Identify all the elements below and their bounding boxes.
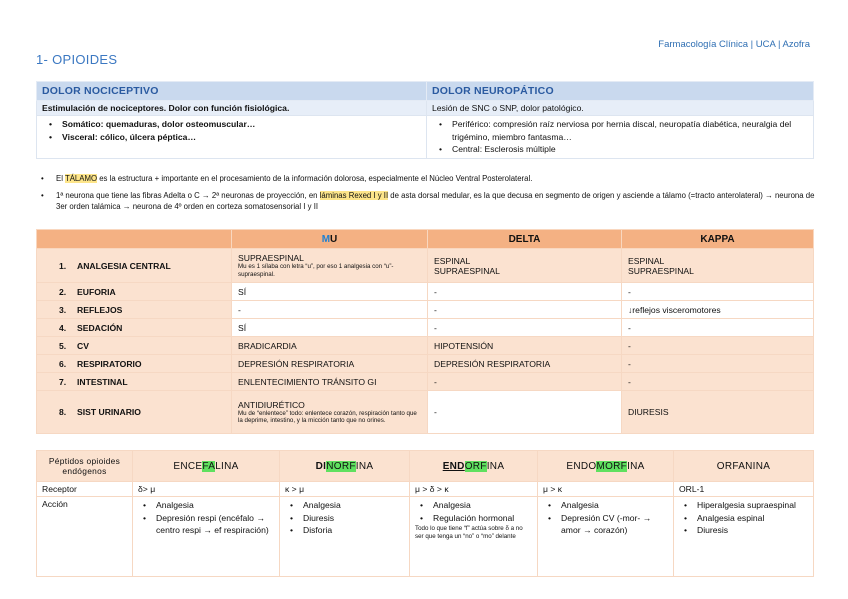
action-label: Acción	[37, 497, 133, 577]
row-label: 8. SIST URINARIO	[37, 391, 232, 434]
receptor-cell: κ > μ	[280, 482, 410, 497]
list-item: • Disforia	[303, 524, 404, 537]
kappa-cell: -	[622, 337, 814, 355]
peptides-corner: Péptidos opioides endógenos	[37, 451, 133, 482]
kappa-cell: DIURESIS	[622, 391, 814, 434]
list-item: • Diuresis	[697, 524, 808, 537]
highlight-rexed: láminas Rexed I y II	[319, 191, 389, 200]
endomorphin-heading: ENDOMORFINA	[538, 451, 674, 482]
action-cell	[674, 497, 814, 577]
mu-cell: DEPRESIÓN RESPIRATORIA	[232, 355, 428, 373]
list-item: • Analgesia	[433, 499, 532, 512]
receptor-cell: ORL-1	[674, 482, 814, 497]
mu-heading	[232, 230, 428, 249]
list-item: • Periférico: compresión raíz nerviosa por hernia discal, neuropatía diabética, neuralgia del trigémino, miembro fantasma…	[452, 118, 808, 143]
endorphin-heading: ENDORFINA	[410, 451, 538, 482]
list-item: • Analgesia	[156, 499, 274, 512]
kappa-cell: -	[622, 373, 814, 391]
receptor-cell: μ > κ	[538, 482, 674, 497]
kappa-cell: -	[622, 319, 814, 337]
note-text: El	[56, 174, 65, 183]
list-item: • Analgesia	[561, 499, 668, 512]
orphanin-heading: ORFANINA	[674, 451, 814, 482]
delta-cell: HIPOTENSIÓN	[428, 337, 622, 355]
delta-cell: ESPINAL SUPRAESPINAL	[428, 249, 622, 283]
action-cell	[538, 497, 674, 577]
list-item: • Hiperalgesia supraespinal	[697, 499, 808, 512]
list-item: • Somático: quemaduras, dolor osteomuscular…	[62, 118, 421, 131]
list-item: • Analgesia	[303, 499, 404, 512]
receptor-label: Receptor	[37, 482, 133, 497]
mu-heading-rest: U	[330, 233, 338, 245]
nociceptive-definition: Estimulación de nociceptores. Dolor con función fisiológica.	[37, 101, 427, 116]
kappa-cell: ↓reflejos visceromotores	[622, 301, 814, 319]
mu-cell: SÍ	[232, 283, 428, 301]
page-title: 1- OPIOIDES	[36, 52, 118, 67]
pain-types-table	[36, 81, 814, 159]
nociceptive-types	[37, 116, 427, 159]
endorphin-note: Todo lo que tiene “f” actúa sobre δ a no ser que tenga un “no” o “mo” delante	[415, 525, 523, 540]
mu-cell: ANTIDIURÉTICO Mu de “enlentece” todo: enlentece corazón, respiración tanto que la deprime, intestino, y la micción tanto que no orines.	[232, 391, 428, 434]
corner-cell	[37, 230, 232, 249]
mu-cell: SUPRAESPINAL Mu es 1 sílaba con letra “u”, por eso 1 analgesia con “u”- supraespinal.	[232, 249, 428, 283]
mu-heading-m: M	[321, 233, 331, 245]
list-item: • Depresión CV (-mor- → amor → corazón)	[561, 512, 668, 537]
row-label: 6. RESPIRATORIO	[37, 355, 232, 373]
delta-cell: -	[428, 301, 622, 319]
neuropathic-heading: DOLOR NEUROPÁTICO	[427, 82, 814, 101]
row-label: 2. EUFORIA	[37, 283, 232, 301]
list-item: • Diuresis	[303, 512, 404, 525]
delta-cell: DEPRESIÓN RESPIRATORIA	[428, 355, 622, 373]
nociceptive-heading: DOLOR NOCICEPTIVO	[37, 82, 427, 101]
list-item: • Visceral: cólico, úlcera péptica…	[62, 131, 421, 144]
row-label: 7. INTESTINAL	[37, 373, 232, 391]
row-label: 3. REFLEJOS	[37, 301, 232, 319]
kappa-cell: -	[622, 283, 814, 301]
dynorphin-heading: DINORFINA	[280, 451, 410, 482]
list-item: • Analgesia espinal	[697, 512, 808, 525]
list-item: • Central: Esclerosis múltiple	[452, 143, 808, 156]
mu-cell: ENLENTECIMIENTO TRÁNSITO GI	[232, 373, 428, 391]
receptor-cell: μ > δ > κ	[410, 482, 538, 497]
header-course: Farmacología Clínica | UCA | Azofra	[658, 39, 810, 50]
delta-cell: -	[428, 373, 622, 391]
highlight-thalamus: TÁLAMO	[64, 174, 98, 183]
mu-cell: -	[232, 301, 428, 319]
notes-list	[36, 173, 816, 218]
enkephalin-heading: ENCEFALINA	[133, 451, 280, 482]
list-item: • Depresión respi (encéfalo → centro respi → ef respiración)	[156, 512, 274, 537]
kappa-cell: -	[622, 355, 814, 373]
mu-cell: SÍ	[232, 319, 428, 337]
action-cell	[133, 497, 280, 577]
delta-cell: -	[428, 283, 622, 301]
note-text: 1ª neurona que tiene las fibras Adelta o C → 2ª neuronas de proyección, en	[56, 191, 320, 200]
receptor-cell: δ> μ	[133, 482, 280, 497]
row-label: 5. CV	[37, 337, 232, 355]
delta-cell: -	[428, 391, 622, 434]
note-thalamus	[36, 173, 816, 184]
note-text: de asta dorsal medular, es la que decusa en segmento de origen y asciende a tálamo (=tracto anterolateral) → neurona de 3er orden talámica → neurona de 4º orden en corteza somatosensorial I y II	[56, 191, 815, 211]
note-text: es la estructura + importante en el procesamiento de la información dolorosa, especialmente el Núcleo Ventral Posterolateral.	[97, 174, 533, 183]
action-cell	[410, 497, 538, 577]
delta-heading: DELTA	[428, 230, 622, 249]
neuropathic-types	[427, 116, 814, 159]
row-label: 4. SEDACIÓN	[37, 319, 232, 337]
action-cell	[280, 497, 410, 577]
neuropathic-definition: Lesión de SNC o SNP, dolor patológico.	[427, 101, 814, 116]
row-label: 1. ANALGESIA CENTRAL	[37, 249, 232, 283]
peptides-table	[36, 450, 814, 577]
list-item: • Regulación hormonal	[433, 512, 532, 525]
receptors-table	[36, 229, 814, 434]
kappa-heading: KAPPA	[622, 230, 814, 249]
note-pathway	[36, 190, 816, 212]
mu-cell: BRADICARDIA	[232, 337, 428, 355]
delta-cell: -	[428, 319, 622, 337]
kappa-cell: ESPINAL SUPRAESPINAL	[622, 249, 814, 283]
